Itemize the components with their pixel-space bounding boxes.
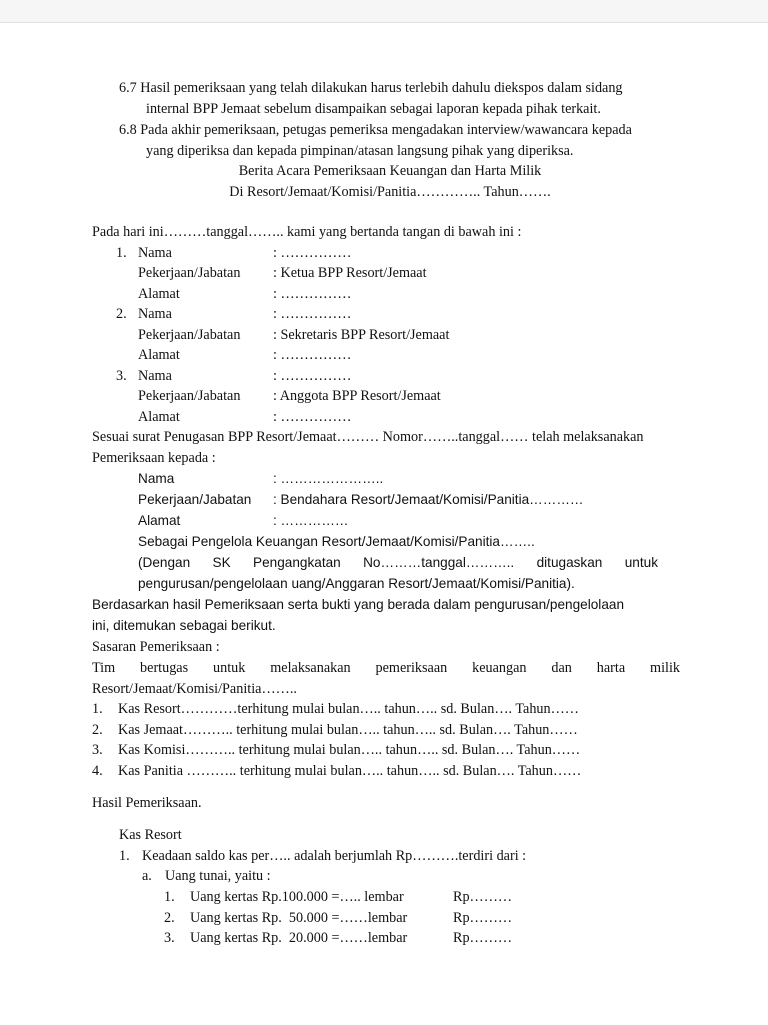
cash-letter: a. <box>142 868 152 884</box>
member-name-value: : …………… <box>273 306 352 322</box>
assignment-line-1: Sesuai surat Penugasan BPP Resort/Jemaat……… Nomor……..tanggal…… telah melaksanakan <box>92 429 644 445</box>
member-job-label: Pekerjaan/Jabatan <box>138 327 241 343</box>
examinee-address-value: : …………… <box>273 513 349 528</box>
kas-resort-heading: Kas Resort <box>119 827 182 843</box>
member-name-value: : …………… <box>273 368 352 384</box>
item-6-8-line-1: 6.8 Pada akhir pemeriksaan, petugas pemeriksa mengadakan interview/wawancara kepada <box>119 122 632 138</box>
member-number: 3. <box>116 368 127 384</box>
findings-line-2: ini, ditemukan sebagai berikut. <box>92 618 276 633</box>
member-number: 2. <box>116 306 127 322</box>
member-name-label: Nama <box>138 306 172 322</box>
member-number: 1. <box>116 245 127 261</box>
examinee-name-value: : ………………….. <box>273 471 384 486</box>
item-6-8-line-2: yang diperiksa dan kepada pimpinan/atasan langsung pihak yang diperiksa. <box>146 143 574 159</box>
member-job-value: : Anggota BPP Resort/Jemaat <box>273 388 441 404</box>
saldo-number: 1. <box>119 848 130 864</box>
target-line-1: Tim bertugas untuk melaksanakan pemeriksaan keuangan dan harta milik <box>92 660 680 676</box>
cash-text: Uang tunai, yaitu : <box>165 868 271 884</box>
member-address-label: Alamat <box>138 409 180 425</box>
target-item-number: 3. <box>92 742 103 758</box>
findings-line-1: Berdasarkan hasil Pemeriksaan serta bukti yang berada dalam pengurusan/pengelolaan <box>92 597 625 612</box>
note-number: 2. <box>164 910 175 926</box>
member-address-value: : …………… <box>273 409 352 425</box>
examinee-name-label: Nama <box>138 471 175 486</box>
assignment-line-2: Pemeriksaan kepada : <box>92 450 216 466</box>
member-name-value: : …………… <box>273 245 352 261</box>
item-6-7-line-1: 6.7 Hasil pemeriksaan yang telah dilakukan harus terlebih dahulu diekspos dalam sidang <box>119 80 623 96</box>
target-item-text: Kas Jemaat……….. terhitung mulai bulan….. tahun….. sd. Bulan…. Tahun…… <box>118 722 578 738</box>
member-address-label: Alamat <box>138 347 180 363</box>
member-job-value: : Ketua BPP Resort/Jemaat <box>273 265 427 281</box>
target-item-text: Kas Komisi……….. terhitung mulai bulan….. tahun….. sd. Bulan…. Tahun…… <box>118 742 581 758</box>
note-number: 1. <box>164 889 175 905</box>
examinee-sk-line-2: pengurusan/pengelolaan uang/Anggaran Resort/Jemaat/Komisi/Panitia). <box>138 576 575 591</box>
target-item-text: Kas Panitia ……….. terhitung mulai bulan….. tahun….. sd. Bulan…. Tahun…… <box>118 763 582 779</box>
results-heading: Hasil Pemeriksaan. <box>92 795 202 811</box>
target-heading: Sasaran Pemeriksaan : <box>92 639 220 655</box>
examinee-address-label: Alamat <box>138 513 181 528</box>
saldo-text: Keadaan saldo kas per….. adalah berjumlah Rp……….terdiri dari : <box>142 848 527 864</box>
member-job-label: Pekerjaan/Jabatan <box>138 388 241 404</box>
note-number: 3. <box>164 930 175 946</box>
member-address-value: : …………… <box>273 286 352 302</box>
examinee-job-label: Pekerjaan/Jabatan <box>138 492 252 507</box>
note-text: Uang kertas Rp. 50.000 =……lembar <box>190 910 408 926</box>
target-line-2: Resort/Jemaat/Komisi/Panitia…….. <box>92 681 297 697</box>
note-amount: Rp……… <box>453 910 513 926</box>
document-page <box>0 22 768 1025</box>
member-address-label: Alamat <box>138 286 180 302</box>
member-job-label: Pekerjaan/Jabatan <box>138 265 241 281</box>
intro-line: Pada hari ini………tanggal…….. kami yang bertanda tangan di bawah ini : <box>92 224 522 240</box>
target-item-number: 2. <box>92 722 103 738</box>
member-name-label: Nama <box>138 245 172 261</box>
target-item-number: 4. <box>92 763 103 779</box>
document-subtitle: Di Resort/Jemaat/Komisi/Panitia………….. Tahun……. <box>229 184 551 200</box>
note-text: Uang kertas Rp.100.000 =….. lembar <box>190 889 404 905</box>
document-title: Berita Acara Pemeriksaan Keuangan dan Harta Milik <box>238 163 542 179</box>
examinee-sk-line-1: (Dengan SK Pengangkatan No………tanggal……….. ditugaskan untuk <box>138 555 658 570</box>
note-amount: Rp……… <box>453 930 513 946</box>
item-6-7-line-2: internal BPP Jemaat sebelum disampaikan sebagai laporan kepada pihak terkait. <box>146 101 601 117</box>
examinee-job-value: : Bendahara Resort/Jemaat/Komisi/Panitia………… <box>273 492 584 507</box>
member-job-value: : Sekretaris BPP Resort/Jemaat <box>273 327 450 343</box>
target-item-number: 1. <box>92 701 103 717</box>
note-text: Uang kertas Rp. 20.000 =……lembar <box>190 930 408 946</box>
member-name-label: Nama <box>138 368 172 384</box>
target-item-text: Kas Resort…………terhitung mulai bulan….. tahun….. sd. Bulan…. Tahun…… <box>118 701 579 717</box>
member-address-value: : …………… <box>273 347 352 363</box>
note-amount: Rp……… <box>453 889 513 905</box>
examinee-role-line: Sebagai Pengelola Keuangan Resort/Jemaat/Komisi/Panitia…….. <box>138 534 535 549</box>
